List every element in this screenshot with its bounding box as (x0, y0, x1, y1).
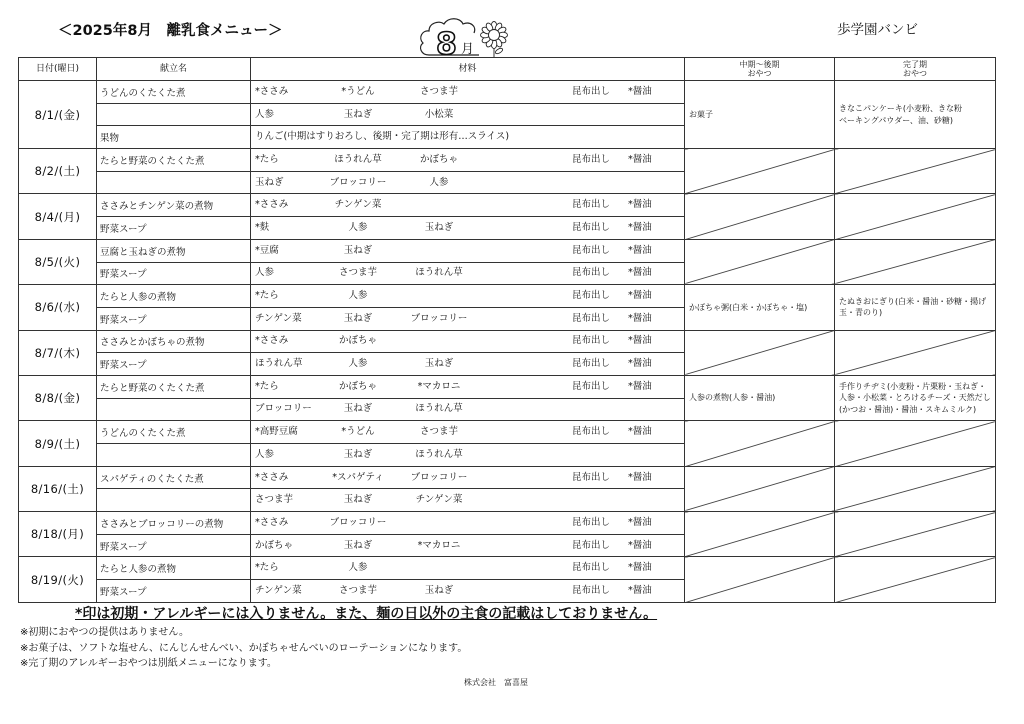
menu-row (19, 375, 996, 398)
ingredients-line (251, 585, 684, 597)
ingredient: *ささみ (255, 516, 289, 528)
ingredient: 玉ねぎ (424, 584, 454, 596)
snack-final-cell (835, 512, 996, 557)
ingredient: ブロッコリー (329, 176, 387, 188)
menu-row (19, 194, 996, 217)
dish-name: スパゲティのくたくた煮 (97, 466, 251, 489)
snack-mid-cell (685, 557, 835, 602)
seasoning: *醤油 (628, 335, 652, 347)
ingredient: ブロッコリー (410, 471, 468, 483)
ingredient: チンゲン菜 (415, 494, 463, 506)
header-snack-mid-line: 中期～後期 (739, 59, 780, 69)
ingredient: 人参 (348, 290, 368, 302)
dish-name: 野菜スープ (97, 262, 251, 285)
seasoning: *醤油 (628, 267, 652, 279)
ingredient: 玉ねぎ (343, 448, 373, 460)
ingredients-line (251, 358, 684, 370)
ingredient: 玉ねぎ (255, 176, 284, 188)
snack-mid-cell (685, 330, 835, 375)
day-date: 8/5/(火) (19, 239, 97, 284)
ingredient: かぼちゃ (419, 153, 458, 165)
snack-mid-cell (685, 194, 835, 239)
ingredient: さつま芋 (419, 426, 458, 438)
ingredients-cell (251, 285, 685, 308)
dish-name (97, 171, 251, 194)
seasoning: *醤油 (628, 221, 652, 233)
ingredient: チンゲン菜 (255, 584, 302, 596)
seasoning: *醤油 (628, 244, 652, 256)
snack-final-cell (835, 194, 996, 239)
snack-final-cell (835, 239, 996, 284)
ingredient: 玉ねぎ (424, 358, 454, 370)
ingredient: チンゲン菜 (255, 312, 302, 324)
seasoning: *醤油 (628, 312, 652, 324)
ingredients-line (251, 199, 684, 211)
ingredients-line (251, 335, 684, 347)
dish-name: たらと人参の煮物 (97, 285, 251, 308)
snack-final-cell (835, 421, 996, 466)
menu-row (19, 239, 996, 262)
seasoning: 昆布出し (572, 335, 611, 347)
seasoning: 昆布出し (572, 153, 611, 165)
ingredient: ブロッコリー (410, 312, 468, 324)
snack-mid-cell (685, 239, 835, 284)
sunflower-leaf (495, 47, 504, 54)
ingredient: *高野豆腐 (255, 426, 298, 438)
menu-row (19, 557, 996, 580)
snack-mid-cell (685, 81, 835, 149)
menu-row (19, 466, 996, 489)
footnote: ※初期におやつの提供はありません。 (20, 627, 189, 638)
ingredient: かぼちゃ (338, 380, 377, 392)
ingredient: ブロッコリー (329, 516, 387, 528)
dish-name: たらと人参の煮物 (97, 557, 251, 580)
seasoning: 昆布出し (572, 358, 611, 370)
ingredient: 人参 (255, 448, 275, 460)
snack-final-cell (835, 330, 996, 375)
snack-line: ベーキングパウダー、油、砂糖) (839, 115, 953, 125)
dish-name: ささみとかぼちゃの煮物 (97, 330, 251, 353)
day-date: 8/19/(火) (19, 557, 97, 602)
ingredient: 人参 (348, 562, 368, 574)
dish-name: 果物 (97, 126, 251, 149)
month-unit: 月 (461, 42, 475, 57)
seasoning: *醤油 (628, 562, 652, 574)
snack-final-cell (835, 466, 996, 511)
sunflower-icon (481, 22, 508, 58)
day-date: 8/7/(木) (19, 330, 97, 375)
ingredient: 玉ねぎ (343, 539, 373, 551)
ingredient: 玉ねぎ (343, 403, 373, 415)
snack-line: (かつお・醤油)・醤油・スキムミルク) (839, 404, 977, 414)
ingredient: 人参 (348, 358, 368, 370)
ingredients-cell (251, 262, 685, 285)
ingredient: 玉ねぎ (343, 108, 373, 120)
ingredients-line (251, 245, 684, 257)
dish-name: 野菜スープ (97, 307, 251, 330)
seasoning: 昆布出し (572, 380, 611, 392)
snack-final-cell (835, 375, 996, 420)
snack-final-cell (835, 149, 996, 194)
menu-row (19, 285, 996, 308)
seasoning: *醤油 (628, 516, 652, 528)
ingredients-line (251, 426, 684, 438)
ingredient: *スパゲティ (332, 471, 384, 483)
ingredient: さつま芋 (255, 494, 294, 506)
snack-line: 人参・小松菜・とろけるチーズ・天然だし (839, 393, 991, 403)
day-date: 8/8/(金) (19, 375, 97, 420)
day-date: 8/4/(月) (19, 194, 97, 239)
ingredient: 人参 (348, 221, 368, 233)
ingredients-cell (251, 81, 685, 104)
seasoning: 昆布出し (572, 584, 611, 596)
dish-name: うどんのくたくた煮 (97, 421, 251, 444)
seasoning: 昆布出し (572, 85, 611, 97)
snack-line: お菓子 (689, 109, 713, 119)
menu-row (19, 81, 996, 104)
header-snack-final (835, 58, 996, 81)
seasoning: 昆布出し (572, 312, 611, 324)
ingredients-cell (251, 330, 685, 353)
snack-line: 人参の煮物(人参・醤油) (689, 393, 776, 403)
ingredient: *ささみ (255, 85, 289, 97)
menu-row (19, 421, 996, 444)
ingredient: *マカロニ (417, 380, 461, 392)
ingredients-cell (251, 398, 685, 421)
ingredient: さつま芋 (419, 85, 458, 97)
ingredient: ほうれん草 (415, 448, 463, 460)
footnote: ※お菓子は、ソフトな塩せん、にんじんせんべい、かぼちゃせんべいのローテーションになります。 (20, 642, 468, 654)
ingredient: *マカロニ (417, 539, 461, 551)
dish-name (97, 489, 251, 512)
seasoning: *醤油 (628, 380, 652, 392)
seasoning: *醤油 (628, 471, 652, 483)
seasoning: 昆布出し (572, 199, 611, 211)
ingredients-line (251, 449, 684, 461)
ingredients-line (251, 313, 684, 325)
ingredient: さつま芋 (338, 267, 377, 279)
seasoning: 昆布出し (572, 562, 611, 574)
ingredients-line (251, 154, 684, 166)
month-logo (415, 12, 515, 58)
ingredients-cell (251, 557, 685, 580)
header-ingredients: 材料 (251, 58, 685, 81)
seasoning: 昆布出し (572, 426, 611, 438)
ingredient: *ささみ (255, 199, 289, 211)
dish-name (97, 398, 251, 421)
seasoning: 昆布出し (572, 471, 611, 483)
menu-table-header (19, 58, 996, 81)
footnote: ※完了期のアレルギーおやつは別紙メニューになります。 (20, 658, 277, 669)
seasoning: 昆布出し (572, 267, 611, 279)
day-date: 8/16/(土) (19, 466, 97, 511)
ingredient: *豆腐 (255, 244, 279, 256)
page-title: ＜2025年8月 離乳食メニュー＞ (58, 23, 283, 39)
ingredients-line (251, 472, 684, 484)
seasoning: *醤油 (628, 290, 652, 302)
snack-final-cell (835, 557, 996, 602)
dish-name: うどんのくたくた煮 (97, 81, 251, 104)
ingredients-line (251, 381, 684, 393)
seasoning: 昆布出し (572, 290, 611, 302)
menu-row (19, 512, 996, 535)
seasoning: *醤油 (628, 426, 652, 438)
snack-final-cell (835, 285, 996, 330)
ingredient: ほうれん草 (334, 153, 382, 165)
ingredients-cell (251, 171, 685, 194)
day-date: 8/18/(月) (19, 512, 97, 557)
ingredient: 玉ねぎ (343, 244, 373, 256)
snack-line: かぼちゃ粥(白米・かぼちゃ・塩) (689, 302, 808, 312)
ingredients-cell (251, 489, 685, 512)
dish-name: 豆腐と玉ねぎの煮物 (97, 239, 251, 262)
ingredient: チンゲン菜 (334, 199, 382, 211)
seasoning: 昆布出し (572, 516, 611, 528)
snack-final-cell (835, 81, 996, 149)
ingredients-cell (251, 580, 685, 603)
ingredients-line (251, 517, 684, 529)
dish-name (97, 103, 251, 126)
ingredients-line (251, 540, 684, 552)
ingredients-cell (251, 103, 685, 126)
header-snack-mid (685, 58, 835, 81)
dish-name: ささみとブロッコリーの煮物 (97, 512, 251, 535)
ingredient: *たら (255, 153, 279, 165)
ingredients-cell (251, 466, 685, 489)
menu-row (19, 330, 996, 353)
seasoning: *醤油 (628, 85, 652, 97)
ingredients-line (251, 403, 684, 415)
dish-name: たらと野菜のくたくた煮 (97, 149, 251, 172)
ingredients-cell (251, 353, 685, 376)
ingredients-cell (251, 149, 685, 172)
menu-table-body (19, 81, 996, 603)
menu-row (19, 149, 996, 172)
header-snack-final-line: 完了期 (903, 59, 927, 69)
facility-name: 歩学園バンビ (837, 22, 918, 38)
dish-name (97, 444, 251, 467)
ingredient: *ささみ (255, 335, 289, 347)
ingredient: ほうれん草 (255, 358, 303, 370)
ingredients-line (251, 222, 684, 234)
ingredients-line (251, 267, 684, 279)
menu-table (18, 57, 996, 603)
header-dish: 献立名 (97, 58, 251, 81)
ingredient: *たら (255, 562, 279, 574)
header-snack-final-line: おやつ (903, 69, 927, 78)
ingredient: ほうれん草 (415, 267, 463, 279)
header-date: 日付(曜日) (19, 58, 97, 81)
ingredients-cell (251, 375, 685, 398)
snack-mid-cell (685, 512, 835, 557)
ingredients-cell (251, 217, 685, 240)
seasoning: 昆布出し (572, 244, 611, 256)
ingredients-cell (251, 239, 685, 262)
ingredient: *ささみ (255, 471, 289, 483)
ingredient: ほうれん草 (415, 403, 463, 415)
ingredient: *たら (255, 380, 279, 392)
ingredients-line (251, 290, 684, 302)
ingredients-cell (251, 421, 685, 444)
ingredients-cell (251, 512, 685, 535)
ingredients-line (251, 109, 684, 121)
ingredient: *うどん (341, 85, 375, 97)
snack-mid-cell (685, 466, 835, 511)
ingredient: さつま芋 (338, 584, 377, 596)
ingredient: *麩 (255, 221, 270, 233)
ingredient: ブロッコリー (255, 403, 312, 415)
snack-mid-cell (685, 421, 835, 466)
seasoning: 昆布出し (572, 539, 611, 551)
ingredients-line (251, 562, 684, 574)
ingredient: *うどん (341, 426, 375, 438)
seasoning: *醤油 (628, 358, 652, 370)
snack-line: 玉・青のり) (839, 308, 883, 318)
ingredient: 小松菜 (424, 108, 454, 120)
ingredient: かぼちゃ (338, 335, 377, 347)
allergy-notice: *印は初期・アレルギーには入りません。また、麺の日以外の主食の記載はしておりません。 (75, 606, 658, 622)
ingredient: 玉ねぎ (343, 494, 373, 506)
ingredients-line (251, 131, 684, 143)
seasoning: *醤油 (628, 584, 652, 596)
snack-mid-cell (685, 285, 835, 330)
ingredient: りんご(中期はすりおろし、後期・完了期は形有…スライス) (255, 131, 510, 143)
dish-name: ささみとチンゲン菜の煮物 (97, 194, 251, 217)
header-snack-mid-line: おやつ (747, 69, 772, 78)
ingredients-cell (251, 444, 685, 467)
snack-mid-cell (685, 149, 835, 194)
day-date: 8/9/(土) (19, 421, 97, 466)
seasoning: *醤油 (628, 539, 652, 551)
ingredient: 人参 (255, 267, 275, 279)
dish-name: たらと野菜のくたくた煮 (97, 375, 251, 398)
ingredients-cell (251, 126, 685, 149)
company-name: 株式会社 富喜屋 (464, 678, 528, 687)
dish-name: 野菜スープ (97, 580, 251, 603)
snack-line: きなこパンケーキ(小麦粉、きな粉 (839, 104, 962, 114)
ingredient: *たら (255, 290, 279, 302)
ingredients-cell (251, 534, 685, 557)
ingredient: 玉ねぎ (424, 221, 454, 233)
ingredients-line (251, 177, 684, 189)
ingredient: かぼちゃ (255, 539, 294, 551)
snack-line: たぬきおにぎり(白米・醤油・砂糖・揚げ (839, 296, 987, 306)
ingredients-line (251, 86, 684, 98)
header-row (19, 58, 996, 81)
ingredients-cell (251, 194, 685, 217)
seasoning: 昆布出し (572, 221, 611, 233)
ingredient: 人参 (429, 176, 449, 188)
dish-name: 野菜スープ (97, 217, 251, 240)
ingredients-line (251, 494, 684, 506)
snack-mid-cell (685, 375, 835, 420)
dish-name: 野菜スープ (97, 353, 251, 376)
seasoning: *醤油 (628, 199, 652, 211)
day-date: 8/1/(金) (19, 81, 97, 149)
ingredients-cell (251, 307, 685, 330)
footnotes (20, 625, 467, 672)
ingredient: 玉ねぎ (343, 312, 373, 324)
ingredient: 人参 (255, 108, 275, 120)
dish-name: 野菜スープ (97, 534, 251, 557)
snack-line: 手作りチヂミ(小麦粉・片栗粉・玉ねぎ・ (839, 381, 987, 391)
day-date: 8/6/(水) (19, 285, 97, 330)
month-number: 8 (436, 27, 457, 58)
sunflower-disk (489, 30, 500, 41)
day-date: 8/2/(土) (19, 149, 97, 194)
seasoning: *醤油 (628, 153, 652, 165)
